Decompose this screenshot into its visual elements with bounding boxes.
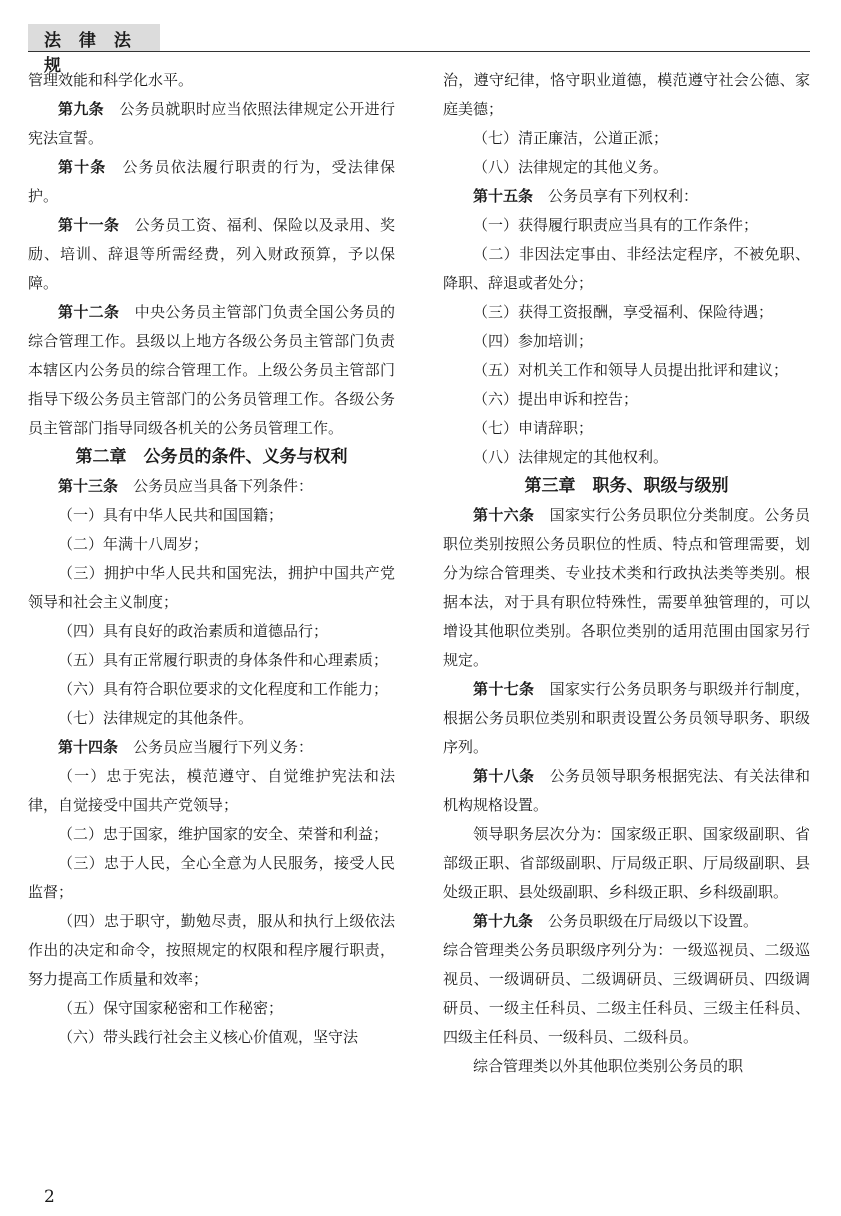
- list-item: （五）保守国家秘密和工作秘密；: [58, 999, 284, 1017]
- article-17: [443, 675, 810, 762]
- article-text: 公务员应当履行下列义务：: [133, 738, 314, 756]
- article-text: 国家实行公务员职位分类制度。公务员职位类别按照公务员职位的性质、特点和管理需要，划分为综合管理类、专业技术类和行政执法类等类别。根据本法，对于具有职位特殊性，需要单独管理的，可以增设其他职位类别。各职位类别的适用范围由国家另行规定。: [443, 506, 810, 669]
- list-item: （五）对机关工作和领导人员提出批评和建议；: [473, 361, 789, 379]
- list-item: （五）具有正常履行职责的身体条件和心理素质；: [58, 651, 389, 669]
- article-text: 国家实行公务员职务与职级并行制度，根据公务员职位类别和职责设置公务员领导职务、职级序列。: [443, 680, 810, 756]
- list-item: （一）具有中华人民共和国国籍；: [58, 506, 284, 524]
- page-number: 2: [44, 1187, 55, 1207]
- article-text: 公务员工资、福利、保险以及录用、奖励、培训、辞退等所需经费，列入财政预算，予以保障。: [28, 216, 395, 292]
- chapter-heading: 第三章 职务、职级与级别: [524, 476, 729, 496]
- list-item: （一）忠于宪法，模范遵守、自觉维护宪法和法律，自觉接受中国共产党领导；: [28, 767, 395, 814]
- list-item: （一）获得履行职责应当具有的工作条件；: [473, 216, 759, 234]
- article-label: 第十二条: [58, 303, 120, 321]
- article-19: [443, 907, 810, 936]
- list-item: （六）具有符合职位要求的文化程度和工作能力；: [58, 680, 389, 698]
- paragraph: 综合管理类公务员职级序列分为：一级巡视员、二级巡视员、一级调研员、二级调研员、三级调研员、四级调研员、一级主任科员、二级主任科员、三级主任科员、四级主任科员、一级科员、二级科员。: [443, 941, 810, 1046]
- article-text: 公务员依法履行职责的行为，受法律保护。: [28, 158, 395, 205]
- header-rule: [28, 51, 810, 52]
- list-item: （四）具有良好的政治素质和道德品行；: [58, 622, 329, 640]
- article-9: [28, 95, 395, 153]
- running-header-label: [28, 24, 160, 76]
- list-item: （三）忠于人民，全心全意为人民服务，接受人民监督；: [28, 854, 395, 901]
- right-column: [443, 66, 810, 1081]
- article-10: [28, 153, 395, 211]
- paragraph: 治，遵守纪律，恪守职业道德，模范遵守社会公德、家庭美德；: [443, 71, 810, 118]
- article-13: [28, 472, 395, 501]
- list-item: （八）法律规定的其他义务。: [473, 158, 669, 176]
- article-label: 第十条: [58, 158, 107, 176]
- article-label: 第九条: [58, 100, 104, 118]
- article-14: [28, 733, 395, 762]
- chapter-heading: 第二章 公务员的条件、义务与权利: [75, 447, 348, 467]
- article-label: 第十六条: [473, 506, 535, 524]
- paragraph: 管理效能和科学化水平。: [28, 71, 194, 89]
- list-item: （三）拥护中华人民共和国宪法，拥护中国共产党领导和社会主义制度；: [28, 564, 395, 611]
- list-item: （六）提出申诉和控告；: [473, 390, 639, 408]
- article-18: [443, 762, 810, 820]
- left-column: [28, 66, 395, 1052]
- article-text: 公务员领导职务根据宪法、有关法律和机构规格设置。: [443, 767, 810, 814]
- article-label: 第十九条: [473, 912, 534, 930]
- article-15: [443, 182, 810, 211]
- article-label: 第十五条: [473, 187, 534, 205]
- article-text: 公务员应当具备下列条件：: [133, 477, 314, 495]
- list-item: （七）法律规定的其他条件。: [58, 709, 254, 727]
- list-item: （八）法律规定的其他权利。: [473, 448, 669, 466]
- article-text: 公务员职级在厅局级以下设置。: [548, 912, 759, 930]
- article-label: 第十七条: [473, 680, 535, 698]
- list-item: （三）获得工资报酬，享受福利、保险待遇；: [473, 303, 774, 321]
- article-16: [443, 501, 810, 675]
- article-label: 第十八条: [473, 767, 535, 785]
- list-item: （四）参加培训；: [473, 332, 594, 350]
- list-item: （七）申请辞职；: [473, 419, 594, 437]
- list-item: （二）非因法定事由、非经法定程序，不被免职、降职、辞退或者处分；: [443, 245, 810, 292]
- list-item: （二）忠于国家，维护国家的安全、荣誉和利益；: [58, 825, 389, 843]
- article-12: [28, 298, 395, 443]
- article-label: 第十三条: [58, 477, 119, 495]
- article-label: 第十四条: [58, 738, 119, 756]
- article-text: 公务员就职时应当依照法律规定公开进行宪法宣誓。: [28, 100, 395, 147]
- article-text: 中央公务员主管部门负责全国公务员的综合管理工作。县级以上地方各级公务员主管部门负责本辖区内公务员的综合管理工作。上级公务员主管部门指导下级公务员主管部门的公务员管理工作。各级公务员主管部门指导同级各机关的公务员管理工作。: [28, 303, 395, 437]
- list-item: （四）忠于职守，勤勉尽责，服从和执行上级依法作出的决定和命令，按照规定的权限和程序履行职责，努力提高工作质量和效率；: [28, 912, 395, 988]
- article-label: 第十一条: [58, 216, 120, 234]
- paragraph: 领导职务层次分为：国家级正职、国家级副职、省部级正职、省部级副职、厅局级正职、厅局级副职、县处级正职、县处级副职、乡科级正职、乡科级副职。: [443, 825, 810, 901]
- list-item: （六）带头践行社会主义核心价值观，坚守法: [58, 1028, 359, 1046]
- list-item: （二）年满十八周岁；: [58, 535, 209, 553]
- article-text: 公务员享有下列权利：: [548, 187, 699, 205]
- list-item: （七）清正廉洁，公道正派；: [473, 129, 669, 147]
- running-header-title: 法 律 法 规: [44, 31, 137, 76]
- article-11: [28, 211, 395, 298]
- paragraph: 综合管理类以外其他职位类别公务员的职: [473, 1057, 744, 1075]
